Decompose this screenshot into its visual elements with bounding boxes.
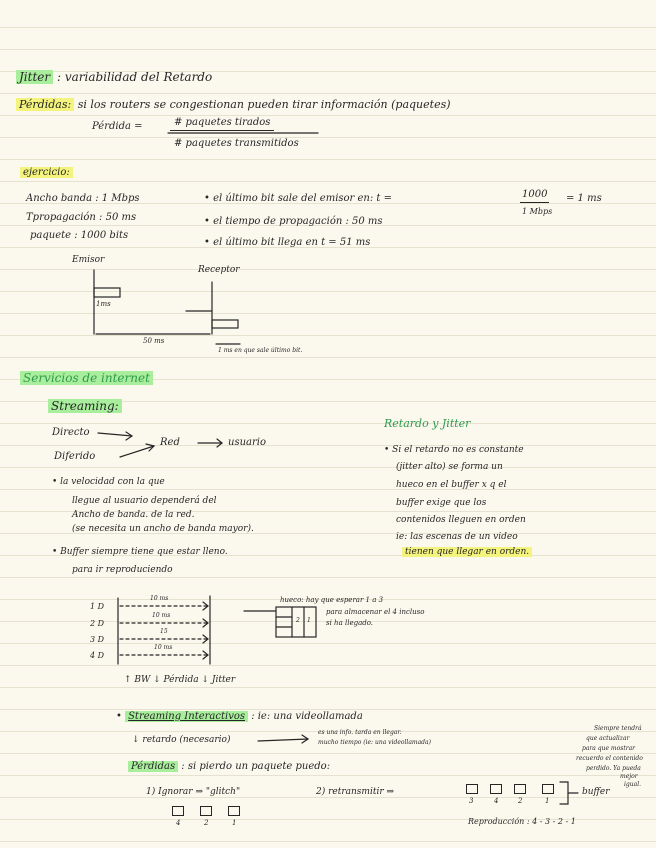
interactivos-perdidas-label: Pérdidas <box>128 761 178 772</box>
buffer-label: buffer <box>582 787 610 797</box>
bullet-fraction-den: 1 Mbps <box>522 207 553 216</box>
streaming-directo: Directo <box>52 427 90 438</box>
perdida-numerator: # paquetes tirados <box>170 118 274 131</box>
streaming-bullet1-line3: Ancho de banda. de la red. <box>72 510 195 520</box>
perdida-denominator: # paquetes transmitidos <box>174 138 299 149</box>
buffer-box-num: 2 <box>518 797 523 805</box>
diagram-50ms-label: 50 ms <box>143 337 165 345</box>
streaming-bullet1-line2: llegue al usuario dependerá del <box>72 496 217 506</box>
packet-label-1: 1 D <box>90 602 105 611</box>
diagram-emisor-label: Emisor <box>72 255 105 265</box>
buffer-bracket <box>560 782 568 804</box>
retardo-arrow <box>258 739 308 741</box>
packet-legend: ↑ BW ↓ Pérdida ↓ Jitter <box>124 675 236 685</box>
retardo-line-3: hueco en el buffer x q el <box>396 480 507 490</box>
buffer-box-num: 3 <box>469 797 474 805</box>
hueco-note-2: para almacenar el 4 incluso <box>326 608 425 616</box>
interactivos-title: Streaming Interactivos <box>125 711 248 722</box>
bullet-last-bit-out: • el último bit sale del emisor en: t = <box>204 193 392 204</box>
interactivos-note-1: es una info. tarda en llegar. <box>318 729 402 736</box>
ignored-box-num: 4 <box>176 819 181 827</box>
interactivos-ie: : ie: una videollamada <box>251 711 363 722</box>
streaming-diferido: Diferido <box>54 451 96 462</box>
option-ignorar: 1) Ignorar ⇒ "glitch" <box>146 787 241 797</box>
jitter-definition: : variabilidad del Retardo <box>56 70 213 84</box>
retardo-highlight: tienen que llegar en orden. <box>402 548 532 557</box>
packet-time-1: 10 ms <box>150 595 169 602</box>
bullet-prop-time: • el tiempo de propagación : 50 ms <box>204 216 383 227</box>
streaming-bullet1-line1: • la velocidad con la que <box>52 477 165 487</box>
reproduccion-order: Reproducción : 4 - 3 - 2 - 1 <box>468 817 576 826</box>
packet-time-4: 10 ms <box>154 644 173 651</box>
interactivos-note-2: mucho tiempo (ie: una videollamada) <box>318 739 431 746</box>
bullet-last-bit-arrive: • el último bit llega en t = 51 ms <box>204 237 371 248</box>
jitter-title: Jitter <box>16 70 53 84</box>
buffer-box-num: 4 <box>494 797 499 805</box>
directo-arrow <box>98 433 132 436</box>
diagram-1ms-label: 1ms <box>96 300 111 308</box>
interactivos-retardo: ↓ retardo (necesario) <box>132 735 231 745</box>
packet-label-2: 2 D <box>90 619 105 628</box>
streaming-red: Red <box>160 437 180 448</box>
side-note-4: recuerdo el contenido <box>576 755 643 762</box>
side-note-7: igual. <box>624 781 642 788</box>
param-packet: paquete : 1000 bits <box>30 230 129 241</box>
param-tprop: Tpropagación : 50 ms <box>26 212 137 223</box>
streaming-bullet2-line1: • Buffer siempre tiene que estar lleno. <box>52 547 228 557</box>
perdidas-text: si los routers se congestionan pueden tirar información (paquetes) <box>77 98 451 111</box>
emisor-packet <box>94 288 120 297</box>
hueco-note-1: hueco: hay que esperar 1 a 3 <box>280 596 384 604</box>
ignored-box-num: 2 <box>204 819 209 827</box>
packet-time-2: 10 ms <box>152 612 171 619</box>
buffer-cell-1: 1 <box>307 617 311 624</box>
streaming-usuario: usuario <box>228 437 266 448</box>
side-note-5: perdido. Ya pueda <box>586 765 641 772</box>
streaming-title: Streaming: <box>48 400 122 412</box>
bullet-result: = 1 ms <box>566 193 602 204</box>
diagram-note: 1 ms en que sale último bit. <box>218 347 303 354</box>
side-note-1: Siempre tendrá <box>594 725 642 732</box>
buffer-box-num: 1 <box>545 797 550 805</box>
retardo-jitter-title: Retardo y Jitter <box>384 417 471 430</box>
option-retransmitir: 2) retransmitir ⇒ <box>316 787 395 797</box>
side-note-3: para que mostrar <box>582 745 636 752</box>
interactivos-line: • Streaming Interactivos : ie: una videollamada <box>116 711 363 722</box>
diagram-receptor-label: Receptor <box>198 265 240 275</box>
buffer-box-drawing <box>276 607 316 637</box>
servicios-title: Servicios de internet <box>20 372 153 384</box>
side-note-6: mejor <box>620 773 638 780</box>
receptor-packet <box>212 320 238 328</box>
packet-label-4: 4 D <box>90 651 105 660</box>
streaming-bullet2-line2: para ir reproduciendo <box>72 565 173 575</box>
interactivos-perdidas-text: : si pierdo un paquete puedo: <box>181 761 331 772</box>
side-note-2: que actualizar <box>586 735 630 742</box>
streaming-bullet1-line4: (se necesita un ancho de banda mayor). <box>72 524 254 534</box>
ejercicio-label: ejercicio: <box>20 168 73 178</box>
retardo-line-2: (jitter alto) se forma un <box>396 462 503 472</box>
hueco-note-3: si ha llegado. <box>326 619 374 627</box>
buffer-cell-2: 2 <box>296 617 300 624</box>
retardo-line-5: contenidos lleguen en orden <box>396 515 526 525</box>
param-bandwidth: Ancho banda : 1 Mbps <box>26 193 140 204</box>
bullet-fraction-num: 1000 <box>520 190 549 203</box>
perdidas-label: Pérdidas: <box>16 98 74 111</box>
ignored-box-num: 1 <box>232 819 237 827</box>
perdida-formula-label: Pérdida = <box>92 121 143 132</box>
retardo-line-1: • Si el retardo no es constante <box>384 445 524 455</box>
retardo-line-6: ie: las escenas de un video <box>396 532 518 542</box>
retardo-line-4: buffer exige que los <box>396 498 487 508</box>
packet-time-3: 15 <box>160 628 168 635</box>
packet-label-3: 3 D <box>90 635 105 644</box>
